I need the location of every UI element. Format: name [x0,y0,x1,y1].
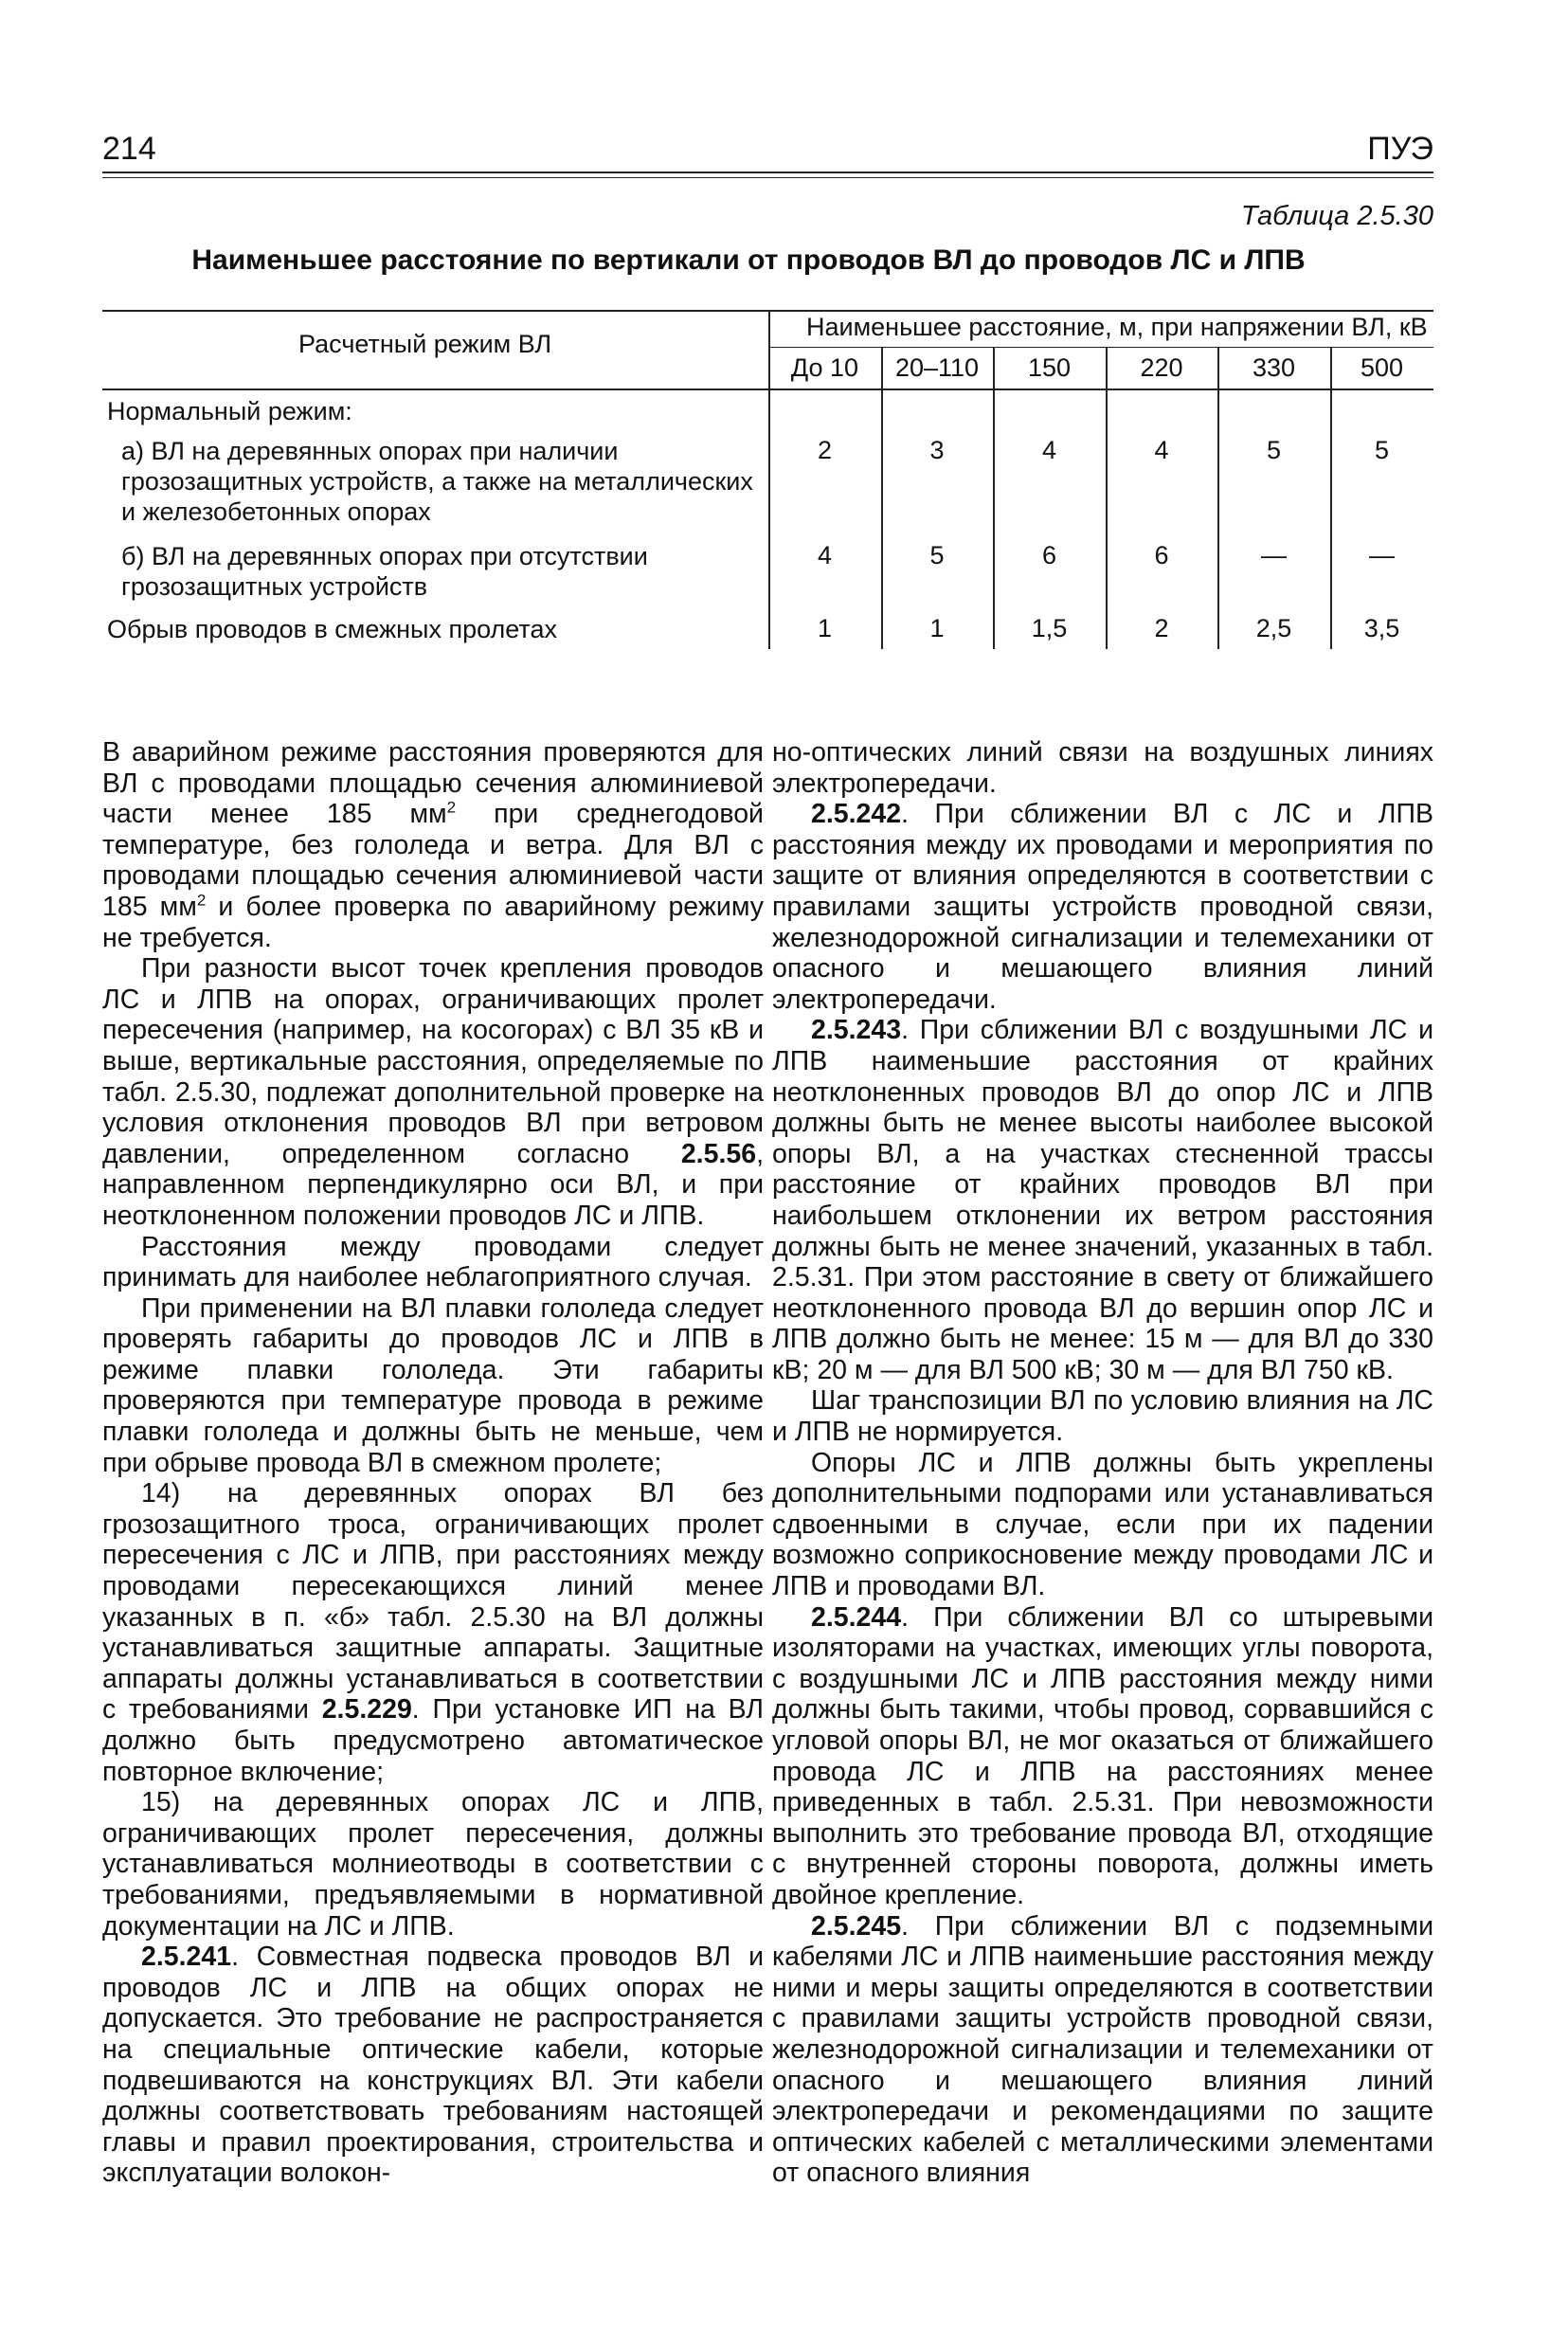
paragraph: Опоры ЛС и ЛПВ должны быть укреплены дополнительными подпорами или устанавливаться сдвоенными в случае, если при их падении возможно соприкосновение между проводами ЛС и ЛПВ и проводами ВЛ. [772,1447,1433,1602]
row-value: 4 [1041,436,1057,464]
column-header-mode: Расчетный режим ВЛ [298,330,552,358]
col-divider [1106,347,1108,649]
paragraph: В аварийном режиме расстояния проверяются для ВЛ с проводами площадью сечения алюминиевой части менее 185 $мм^2$ при среднегодовой температуре, без гололеда и ветра. Для ВЛ с проводами площадью сечения алюминиевой части 185 $мм^2$ и более проверка по аварийному режиму не требуется. [102,737,764,953]
paragraph: 2.5.244. При сближении ВЛ со штыревыми изоляторами на участках, имеющих углы поворота, с воздушными ЛС и ЛПВ расстояния между ними должны быть такими, чтобы провод, сорвавшийся с угловой опоры ВЛ, не мог оказаться от ближайшего провода ЛС и ЛПВ на расстояниях менее приведенных в табл. 2.5.31. При невозможности выполнить это требование провода ВЛ, отходящие с внутренней стороны поворота, должны иметь двойное крепление. [772,1601,1433,1910]
col-divider [993,347,995,649]
col-divider [1217,347,1219,649]
right-text-column [772,737,1433,2189]
row-value: 4 [817,541,833,569]
voltage-header: 500 [1360,353,1404,382]
voltage-header: 20–110 [894,353,980,382]
voltage-header: До 10 [790,353,859,382]
col-divider [881,347,883,649]
row-value: — [1261,541,1287,569]
group-rule [768,347,1433,348]
section-label: Нормальный режим: [107,397,352,425]
clause-number: 2.5.241 [141,1942,232,1973]
row-value: 1 [817,614,833,642]
row-value: 5 [1374,436,1390,464]
paragraph: При применении на ВЛ плавки гололеда следует проверять габариты до проводов ЛС и ЛПВ в режиме плавки гололеда. Эти габариты проверяются при температуре провода в режиме плавки гололеда и должны быть не меньше, чем при обрыве провода ВЛ в смежном пролете; [102,1292,764,1478]
paragraph: 15) на деревянных опорах ЛС и ЛПВ, ограничивающих пролет пересечения, должны устанавливаться молниеотводы в соответствии с требованиями, предъявляемыми в нормативной документации на ЛС и ЛПВ. [102,1787,764,1942]
header-bottom-rule [102,388,1433,390]
running-title: ПУЭ [1367,131,1433,167]
clause-number: 2.5.243 [811,1015,902,1046]
paragraph: 2.5.241. Совместная подвеска проводов ВЛ и проводов ЛС и ЛПВ на общих опорах не допускается. Это требование не распространяется на специальные оптические кабели, которые подвешиваются на конструкциях ВЛ. Эти кабели должны соответствовать требованиям настоящей главы и правил проектирования, строительства и эксплуатации волокон- [102,1942,764,2189]
paragraph: но-оптических линий связи на воздушных линиях электропередачи. [772,737,1433,799]
col-divider [1330,347,1332,649]
row-value: 2 [817,436,833,464]
voltage-header: 150 [1027,353,1072,382]
table-title: Наименьшее расстояние по вертикали от проводов ВЛ до проводов ЛС и ЛПВ [191,244,1306,276]
column-header-group: Наименьшее расстояние, м, при напряжении ВЛ, кВ [806,313,1428,341]
paragraph: 14) на деревянных опорах ВЛ без грозозащитного троса, ограничивающих пролет пересечения с ЛС и ЛПВ, при расстояниях между проводами пересекающихся линий менее указанных в п. «б» табл. 2.5.30 на ВЛ должны устанавливаться защитные аппараты. Защитные аппараты должны устанавливаться в соответствии с требованиями 2.5.229. При установке ИП на ВЛ должно быть предусмотрено автоматическое повторное включение; [102,1478,764,1787]
paragraph: 2.5.243. При сближении ВЛ с воздушными ЛС и ЛПВ наименьшие расстояния от крайних неотклоненных проводов ВЛ до опор ЛС и ЛПВ должны быть не менее высоты наиболее высокой опоры ВЛ, а на участках стесненной трассы расстояние от крайних проводов ВЛ при наибольшем отклонении их ветром расстояния должны быть не менее значений, указанных в табл. 2.5.31. При этом расстояние в свету от ближайшего неотклоненного провода ВЛ до вершин опор ЛС и ЛПВ должно быть не менее: 15 м — для ВЛ до 330 кВ; 20 м — для ВЛ 500 кВ; 30 м — для ВЛ 750 кВ. [772,1015,1433,1385]
row-value: 1,5 [1031,614,1068,642]
clause-number: 2.5.242 [811,799,902,830]
row-value: 2 [1154,614,1169,642]
left-text-column [102,737,764,2189]
paragraph: 2.5.242. При сближении ВЛ с ЛС и ЛПВ расстояния между их проводами и мероприятия по защите от влияния определяются в соответствии с правилами защиты устройств проводной связи, железнодорожной сигнализации и телемеханики от опасного и мешающего влияния линий электропередачи. [772,799,1433,1015]
clause-number: 2.5.244 [811,1601,902,1633]
row-value: 3,5 [1363,614,1400,642]
row-value: 6 [1041,541,1057,569]
row-value: 1 [929,614,945,642]
paragraph: Расстояния между проводами следует принимать для наиболее неблагоприятного случая. [102,1231,764,1293]
row-value: — [1369,541,1395,569]
header-rule-thin [102,177,1433,178]
row-value: 5 [1266,436,1282,464]
page-number: 214 [102,131,156,167]
row-value: 5 [929,541,945,569]
row-value: 3 [929,436,945,464]
table-number: Таблица 2.5.30 [1240,201,1433,231]
clause-number: 2.5.245 [811,1910,902,1942]
voltage-header: 330 [1252,353,1296,382]
row-label: а) ВЛ на деревянных опорах при наличии грозозащитных устройств, а также на металлических и железобетонных опорах [121,437,753,526]
header-rule [102,172,1433,173]
row-label: Обрыв проводов в смежных пролетах [107,615,557,643]
row-value: 6 [1154,541,1169,569]
paragraph: При разности высот точек крепления проводов ЛС и ЛПВ на опорах, ограничивающих пролет пересечения (например, на косогорах) с ВЛ 35 кВ и выше, вертикальные расстояния, определяемые по табл. 2.5.30, подлежат дополнительной проверке на условия отклонения проводов ВЛ при ветровом давлении, определенном согласно 2.5.56, направленном перпендикулярно оси ВЛ, и при неотклоненном положении проводов ЛС и ЛПВ. [102,953,764,1231]
paragraph: 2.5.245. При сближении ВЛ с подземными кабелями ЛС и ЛПВ наименьшие расстояния между ними и меры защиты определяются в соответствии с правилами защиты устройств проводной связи, железнодорожной сигнализации и телемеханики от опасного и мешающего влияния линий электропередачи и рекомендациями по защите оптических кабелей с металлическими элементами от опасного влияния [772,1910,1433,2189]
row-value: 4 [1154,436,1169,464]
row-label: б) ВЛ на деревянных опорах при отсутствии грозозащитных устройств [121,542,648,601]
voltage-header: 220 [1140,353,1183,382]
row-value: 2,5 [1255,614,1292,642]
paragraph: Шаг транспозиции ВЛ по условию влияния на ЛС и ЛПВ не нормируется. [772,1385,1433,1448]
